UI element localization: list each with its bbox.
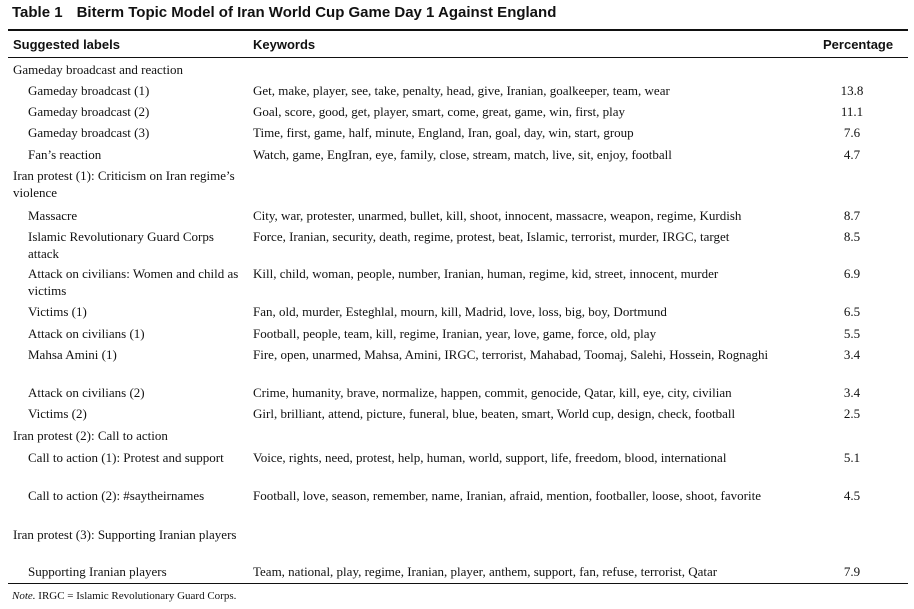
note-text: IRGC = Islamic Revolutionary Guard Corps. [38,590,237,602]
topic-label: Victims (2) [28,406,87,421]
topic-keywords: Watch, game, EngIran, eye, family, close, stream, match, live, sit, enjoy, football [253,147,672,162]
topic-keywords: Time, first, game, half, minute, England, Iran, goal, day, win, start, group [253,125,634,140]
topic-keywords: Force, Iranian, security, death, regime, protest, beat, Islamic, terrorist, murder, IRGC, target [253,229,730,244]
group-label: Iran protest (2): Call to action [13,428,168,443]
note-prefix: Note. [12,590,36,602]
topic-percentage: 3.4 [843,385,861,400]
topic-keywords: City, war, protester, unarmed, bullet, kill, shoot, innocent, massacre, weapon, regime, Kurdish [253,208,742,223]
topic-label: Islamic Revolutionary Guard Corps attack [28,229,214,261]
topic-label: Fan’s reaction [28,147,102,162]
group-label: Iran protest (1): Criticism on Iran regime’s violence [13,168,235,200]
topic-percentage: 7.9 [843,564,861,579]
bottom-rule [8,583,908,584]
topic-percentage: 3.4 [843,347,861,362]
topic-keywords: Football, people, team, kill, regime, Iranian, year, love, game, force, old, play [253,326,657,341]
topic-percentage: 6.9 [843,266,861,281]
topic-keywords: Football, love, season, remember, name, Iranian, afraid, mention, footballer, loose, shoot, favorite [253,488,761,503]
topic-label: Call to action (2): #saytheirnames [28,488,205,503]
topic-keywords: Crime, humanity, brave, normalize, happen, commit, genocide, Qatar, kill, eye, city, civilian [253,385,732,400]
header-suggested-labels: Suggested labels [13,37,120,52]
topic-label: Attack on civilians (1) [28,326,145,341]
topic-keywords: Goal, score, good, get, player, smart, come, great, game, win, first, play [253,104,626,119]
topic-percentage: 4.5 [843,488,861,503]
topic-percentage: 11.1 [840,104,864,119]
table-title-text: Biterm Topic Model of Iran World Cup Game Day 1 Against England [76,4,557,21]
topic-percentage: 5.5 [843,326,861,341]
topic-percentage: 5.1 [843,450,861,465]
topic-label: Victims (1) [28,304,87,319]
topic-keywords: Voice, rights, need, protest, help, human, world, support, life, freedom, blood, international [253,450,727,465]
topic-label: Gameday broadcast (2) [28,104,150,119]
topic-percentage: 7.6 [843,125,861,140]
topic-label: Supporting Iranian players [28,564,167,579]
topic-percentage: 13.8 [840,83,864,98]
topic-label: Attack on civilians (2) [28,385,145,400]
group-label: Gameday broadcast and reaction [13,62,184,77]
topic-percentage: 6.5 [843,304,861,319]
topic-label: Gameday broadcast (3) [28,125,150,140]
header-percentage: Percentage [823,37,894,52]
topic-label: Attack on civilians: Women and child as victims [28,266,239,298]
topic-keywords: Fire, open, unarmed, Mahsa, Amini, IRGC, terrorist, Mahabad, Toomaj, Salehi, Hossein, Rognaghi [253,347,769,362]
header-keywords: Keywords [253,37,316,52]
topic-keywords: Girl, brilliant, attend, picture, funeral, blue, beaten, smart, World cup, design, check, football [253,406,736,421]
topic-keywords: Kill, child, woman, people, number, Iranian, human, regime, kid, street, innocent, murder [253,266,719,281]
topic-keywords: Fan, old, murder, Esteghlal, mourn, kill, Madrid, love, loss, big, boy, Dortmund [253,304,667,319]
topic-label: Call to action (1): Protest and support [28,450,224,465]
table-note [12,590,236,602]
topic-keywords: Get, make, player, see, take, penalty, head, give, Iranian, goalkeeper, team, wear [253,83,670,98]
topic-keywords: Team, national, play, regime, Iranian, player, anthem, support, fan, refuse, terrorist, Qatar [253,564,718,579]
topic-percentage: 4.7 [843,147,861,162]
group-label: Iran protest (3): Supporting Iranian players [13,527,237,542]
table-number: Table 1 [12,4,63,21]
topic-label: Massacre [28,208,78,223]
topic-label: Mahsa Amini (1) [28,347,117,362]
topic-percentage: 8.5 [843,229,861,244]
topic-percentage: 8.7 [843,208,861,223]
topic-percentage: 2.5 [843,406,861,421]
topic-label: Gameday broadcast (1) [28,83,150,98]
